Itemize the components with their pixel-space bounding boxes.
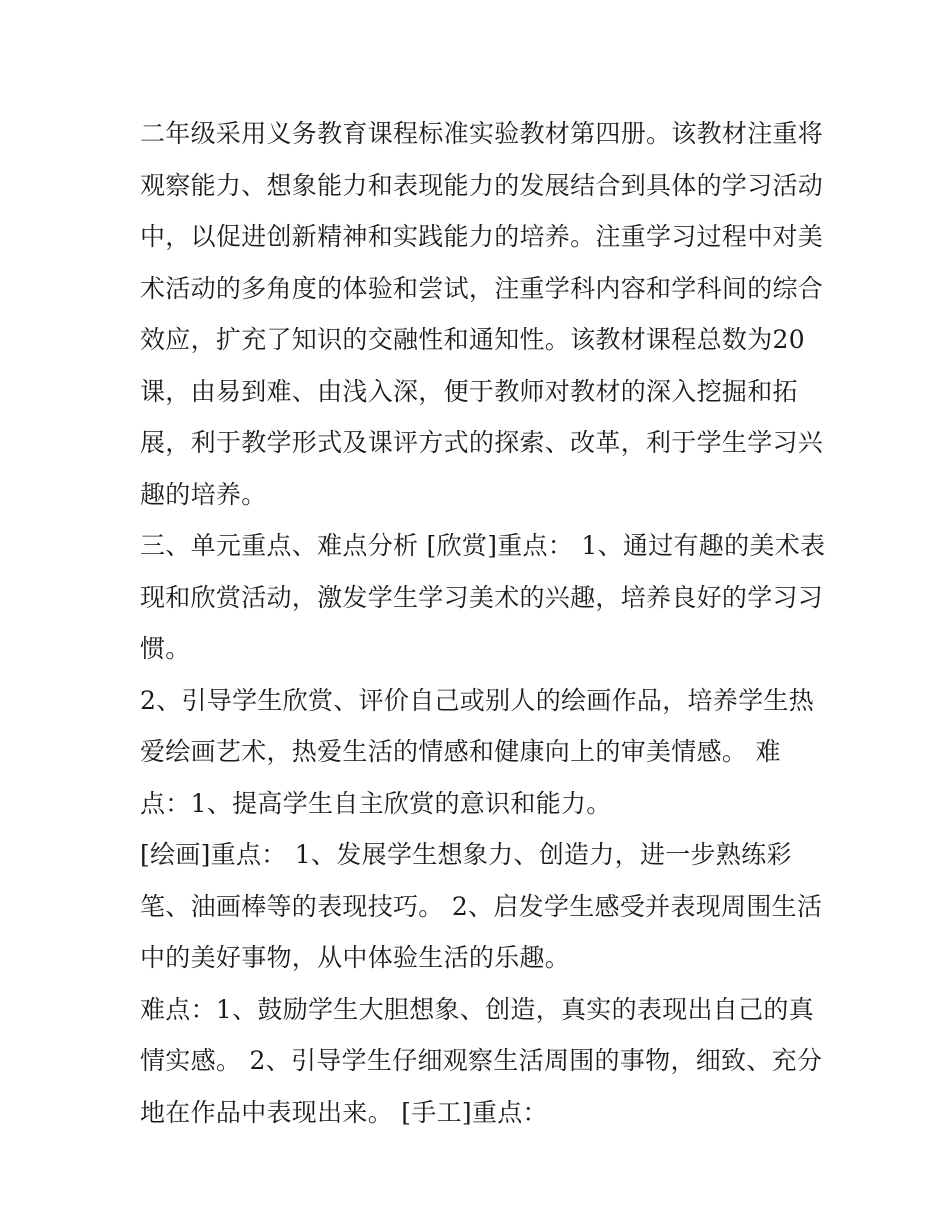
paragraph-unit-analysis: [140, 520, 826, 675]
paragraph-appreciation-points: [140, 675, 820, 830]
paragraph-difficult-points: [140, 984, 823, 1139]
text-line: 笔、油画棒等的表现技巧。 2、启发学生感受并表现周围生活: [140, 891, 823, 921]
text-line: 难点：1、鼓励学生大胆想象、创造，真实的表现出自己的真: [140, 994, 815, 1024]
text-line: [绘画]重点： 1、发展学生想象力、创造力，进一步熟练彩: [140, 840, 792, 869]
text-line: 点：1、提高学生自主欣赏的意识和能力。: [140, 788, 612, 818]
document-body: [140, 108, 826, 1138]
text-line: 术活动的多角度的体验和尝试，注重学科内容和学科间的综合: [140, 273, 824, 303]
text-line: 课，由易到难、由浅入深，便于教师对教材的深入挖掘和拓: [140, 376, 798, 406]
text-line: 2、引导学生欣赏、评价自己或别人的绘画作品，培养学生热: [140, 685, 815, 715]
text-line: 效应，扩充了知识的交融性和通知性。该教材课程总数为20: [140, 325, 805, 354]
text-line: 趣的培养。: [140, 479, 267, 509]
text-line: 情实感。 2、引导学生仔细观察生活周围的事物，细致、充分: [140, 1046, 823, 1075]
text-line: 爱绘画艺术，热爱生活的情感和健康向上的审美情感。 难: [140, 737, 781, 766]
text-line: 展，利于教学形式及课评方式的探索、改革，利于学生学习兴: [140, 428, 824, 457]
text-line: 观察能力、想象能力和表现能力的发展结合到具体的学习活动: [140, 170, 824, 200]
text-line: 地在作品中表现出来。 [手工]重点：: [140, 1097, 548, 1127]
text-line: 中，以促进创新精神和实践能力的培养。注重学习过程中对美: [140, 222, 824, 251]
text-line: 现和欣赏活动，激发学生学习美术的兴趣，培养良好的学习习: [140, 582, 824, 612]
text-line: 中的美好事物，从中体验生活的乐趣。: [140, 943, 571, 972]
text-line: 二年级采用义务教育课程标准实验教材第四册。该教材注重将: [140, 119, 824, 148]
text-line: 惯。: [140, 634, 191, 663]
text-line: 三、单元重点、难点分析 [欣赏]重点： 1、通过有趣的美术表: [140, 531, 826, 560]
paragraph-textbook-intro: [140, 108, 824, 520]
paragraph-painting-points: [140, 829, 823, 984]
